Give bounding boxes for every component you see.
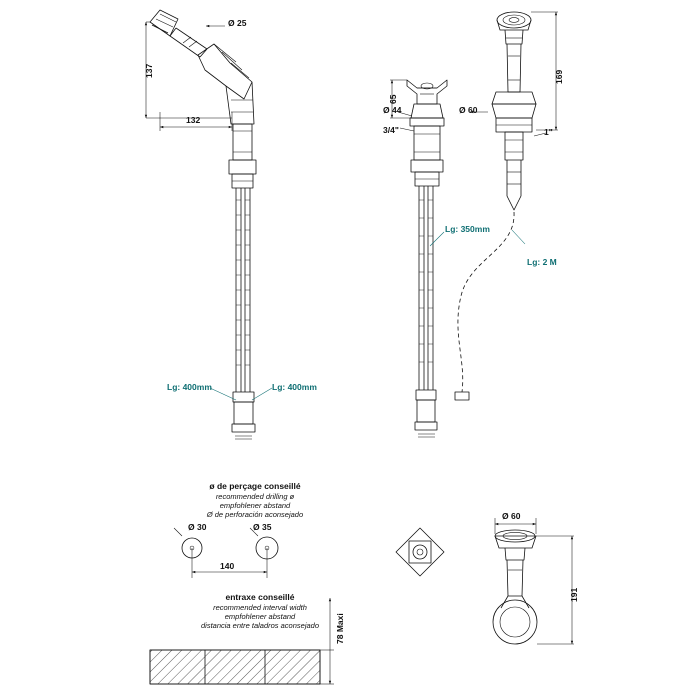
dim-hole-35: Ø 35	[253, 522, 272, 532]
drilling-note-line-1: ø de perçage conseillé	[209, 481, 301, 491]
interval-note-line-3: empfohlener abstand	[224, 612, 296, 621]
dim-hose-2m: Lg: 2 M	[527, 257, 557, 267]
handshower-holder-side-view	[493, 518, 574, 644]
dim-169: 169	[554, 69, 564, 84]
dim-diameter-44: Ø 44	[383, 105, 402, 115]
left-view-geometry	[150, 10, 256, 439]
middle-view-geometry	[407, 80, 447, 437]
dim-thickness-78-maxi: 78 Maxi	[335, 613, 345, 644]
dim-191: 191	[569, 587, 579, 602]
dim-diameter-25: Ø 25	[228, 18, 247, 28]
dim-thread-one-inch: 1"	[544, 127, 553, 137]
recommended-drilling-note	[160, 481, 350, 520]
drilling-note-line-2: recommended drilling ø	[215, 491, 295, 501]
interval-note-line-2: recommended interval width	[213, 602, 307, 612]
dim-diameter-60: Ø 60	[459, 105, 478, 115]
dim-spacing-140: 140	[220, 561, 235, 571]
dim-hose-350: Lg: 350mm	[445, 224, 490, 234]
dim-hose-right-400: Lg: 400mm	[272, 382, 317, 392]
dim-diameter-60-bottom: Ø 60	[502, 511, 521, 521]
dim-hole-30: Ø 30	[188, 522, 207, 532]
dim-hose-left-400: Lg: 400mm	[167, 382, 212, 392]
dim-137: 137	[144, 63, 154, 78]
interval-note-line-4: distancia entre taladros aconsejado	[201, 621, 319, 631]
drilling-note-line-3: empfohlener abstand	[219, 501, 291, 510]
rosette-plan-view	[396, 528, 444, 576]
dim-132: 132	[186, 115, 201, 125]
drilling-note-line-4: Ø de perforación aconsejado	[206, 510, 304, 520]
left-view-dimensions	[146, 22, 272, 400]
dim-thread-three-quarter: 3/4"	[383, 125, 399, 135]
recommended-interval-note	[160, 592, 360, 631]
right-view-geometry	[455, 12, 536, 400]
interval-note-line-1: entraxe conseillé	[225, 592, 295, 602]
dim-65: 65	[388, 94, 398, 104]
